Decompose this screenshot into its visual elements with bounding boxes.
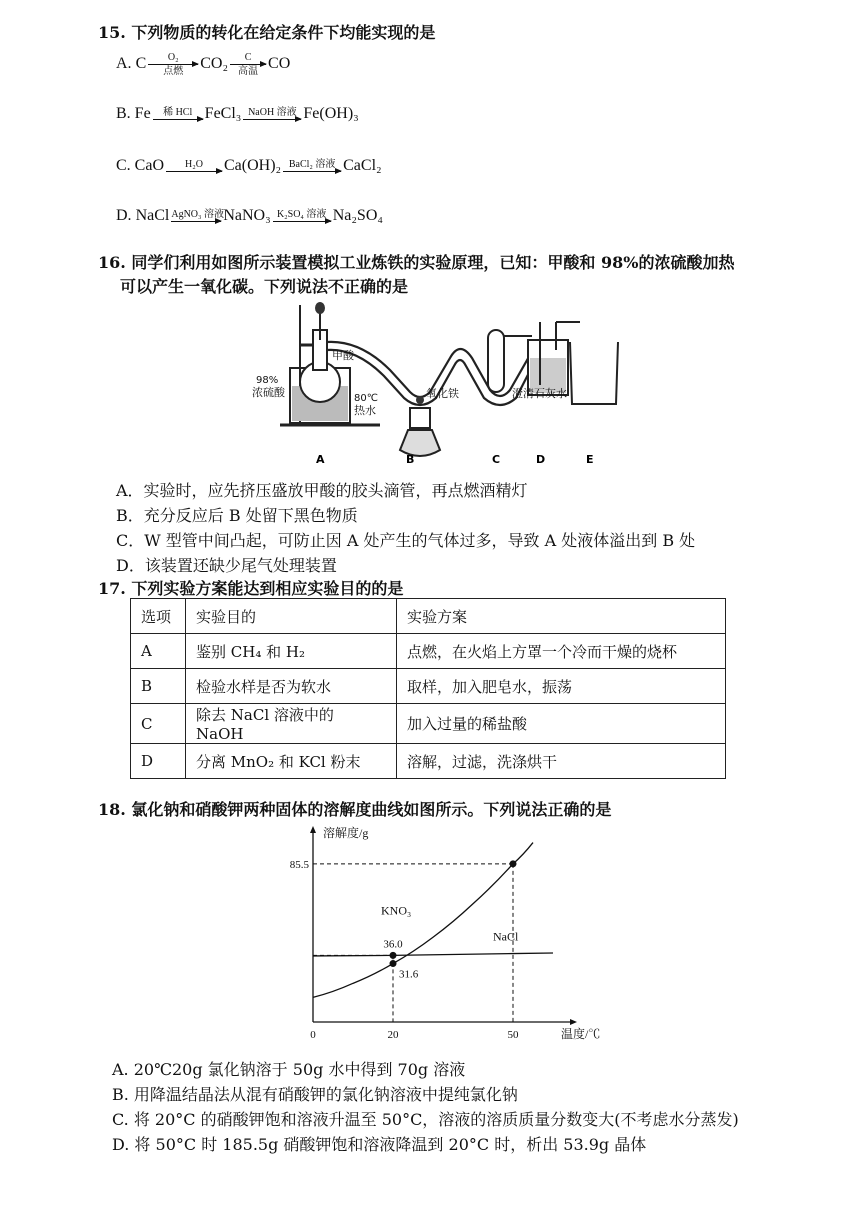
q16-stem-line2: 可以产生一氧化碳。下列说法不正确的是 <box>120 277 409 296</box>
intermediate: NaNO₃ <box>223 207 271 224</box>
x-tick-label: 50 <box>507 1029 519 1041</box>
reaction-arrow <box>283 159 341 173</box>
q18-option-a: A. 20℃20g 氯化钠溶于 50g 水中得到 70g 溶液 <box>112 1060 466 1079</box>
arrow-condition-bottom: 高温 <box>238 66 259 77</box>
label-limewater: 澄清石灰水 <box>512 387 567 400</box>
arrow-condition-top: O₂ <box>167 52 179 63</box>
q16-option-d: D．该装置还缺少尾气处理装置 <box>116 556 337 575</box>
product: CaCl₂ <box>343 157 382 174</box>
label-formic: 甲酸 <box>332 349 354 362</box>
arrow-condition-top: NaOH 溶液 <box>248 107 297 119</box>
q16-option-c: C．W 型管中间凸起，可防止因 A 处产生的气体过多，导致 A 处液体溢出到 B 处 <box>116 531 696 550</box>
arrow-condition-top: H₂O <box>185 159 203 171</box>
x-axis-arrow <box>570 1019 577 1025</box>
series-label-kno3: KNO₃ <box>381 903 412 918</box>
arrow-condition-top: K₂SO₄ 溶液 <box>276 209 327 221</box>
label-acid: 浓硫酸 <box>252 386 285 399</box>
x-axis-label: 温度/℃ <box>561 1027 601 1041</box>
x-tick-label: 0 <box>310 1029 316 1041</box>
q18-option-c: C. 将 20°C 的硝酸钾饱和溶液升温至 50°C，溶液的溶质质量分数变大(不考虑水分蒸发) <box>112 1110 739 1129</box>
data-point <box>390 960 397 967</box>
arrow-condition-bottom: 点燃 <box>163 66 184 77</box>
table-cell: 加入过量的稀盐酸 <box>397 704 726 744</box>
reactant: CaO <box>134 157 164 174</box>
q15-stem-text: 下列物质的转化在给定条件下均能实现的是 <box>131 23 436 42</box>
table-row <box>131 634 726 669</box>
y-axis-label: 溶解度/g <box>323 826 369 840</box>
q15-option-d <box>116 207 383 225</box>
label-acid-pct: 98% <box>256 375 279 386</box>
table-header-cell: 选项 <box>131 599 186 634</box>
annotation-label: 31.6 <box>399 968 419 981</box>
arrow-line <box>283 171 341 172</box>
table-header-cell: 实验方案 <box>397 599 726 634</box>
product: Na₂SO₄ <box>332 207 383 224</box>
q15-option-c <box>116 157 382 175</box>
option-label: C. <box>116 157 131 174</box>
table-cell: 取样，加入肥皂水，振荡 <box>397 669 726 704</box>
arrow-line <box>243 119 301 120</box>
x-tick-label: 20 <box>387 1029 399 1041</box>
product: CO <box>268 55 291 73</box>
q17-stem <box>98 576 403 599</box>
reactant: NaCl <box>135 207 170 224</box>
table-row <box>131 704 726 744</box>
arrow-condition-top: 稀 HCl <box>163 107 193 119</box>
letter-b: B <box>406 453 415 466</box>
arrow-condition-top: C <box>244 52 252 63</box>
q16-stem-line1: 16. 同学们利用如图所示装置模拟工业炼铁的实验原理，已知：甲酸和 98%的浓硫酸加热 <box>98 253 735 272</box>
q17-stem-text: 下列实验方案能达到相应实验目的的是 <box>131 579 404 598</box>
reaction-arrow <box>171 209 224 223</box>
table-cell: 检验水样是否为软水 <box>186 669 397 704</box>
q18-option-b: B. 用降温结晶法从混有硝酸钾的氯化钠溶液中提纯氯化钠 <box>112 1085 518 1104</box>
q16-option-a: A．实验时，应先挤压盛放甲酸的胶头滴管，再点燃酒精灯 <box>116 481 528 500</box>
table-row <box>131 744 726 779</box>
arrow-line <box>273 221 331 222</box>
solubility-chart <box>270 822 601 1052</box>
series-label-nacl: NaCl <box>493 929 519 944</box>
arrow-condition-top: BaCl₂ 溶液 <box>288 159 336 171</box>
q18-stem-text: 氯化钠和硝酸钾两种固体的溶解度曲线如图所示。下列说法正确的是 <box>131 800 612 819</box>
q15-option-b <box>116 105 359 123</box>
apparatus-figure <box>250 300 630 468</box>
arrow-condition-top: AgNO₃ 溶液 <box>171 209 224 221</box>
product: Fe(OH)₃ <box>303 105 359 122</box>
table-cell: 分离 MnO₂ 和 KCl 粉末 <box>186 744 397 779</box>
table-header-row <box>131 599 726 634</box>
q15-number: 15. <box>98 23 126 42</box>
table-cell: 溶解，过滤，洗涤烘干 <box>397 744 726 779</box>
q16-number: 16. <box>98 253 126 272</box>
intermediate: CO₂ <box>200 55 229 73</box>
q18-stem <box>98 797 611 820</box>
table-cell: 点燃，在火焰上方罩一个冷而干燥的烧杯 <box>397 634 726 669</box>
arrow-line <box>230 64 266 65</box>
data-point <box>510 860 517 867</box>
label-oxide: 氧化铁 <box>426 387 459 400</box>
y-axis-arrow <box>310 826 316 833</box>
table-cell: 除去 NaCl 溶液中的 NaOH <box>186 704 397 744</box>
option-label: B. <box>116 105 131 122</box>
q17-number: 17. <box>98 579 126 598</box>
letter-c: C <box>492 453 501 466</box>
series-line-kno3 <box>313 843 533 998</box>
letter-d: D <box>536 453 546 466</box>
arrow-line <box>148 64 198 65</box>
q15-stem <box>98 20 435 43</box>
reaction-arrow <box>148 52 198 77</box>
q18-number: 18. <box>98 800 126 819</box>
annotation-label: 36.0 <box>383 938 403 951</box>
q18-option-d: D. 将 50°C 时 185.5g 硝酸钾饱和溶液降温到 20°C 时，析出 53.9g 晶体 <box>112 1135 647 1154</box>
intermediate: Ca(OH)₂ <box>224 157 282 174</box>
letter-a: A <box>316 453 325 466</box>
table-cell: 鉴别 CH₄ 和 H₂ <box>186 634 397 669</box>
arrow-line <box>153 119 203 120</box>
table-cell: D <box>131 744 186 779</box>
reactant: C <box>135 55 147 73</box>
table-cell: C <box>131 704 186 744</box>
data-point <box>390 952 397 959</box>
intermediate: FeCl₃ <box>204 105 242 122</box>
option-label: D. <box>116 207 132 224</box>
table-cell: A <box>131 634 186 669</box>
annotation-label: 85.5 <box>289 858 309 871</box>
option-label: A. <box>116 55 132 73</box>
q16-option-b: B．充分反应后 B 处留下黑色物质 <box>116 506 358 525</box>
arrow-line <box>171 221 221 222</box>
table-header-cell: 实验目的 <box>186 599 397 634</box>
table-cell: B <box>131 669 186 704</box>
reaction-arrow <box>230 52 266 77</box>
label-temp: 80℃ <box>354 393 378 404</box>
label-water: 热水 <box>354 404 376 417</box>
reactant: Fe <box>134 105 151 122</box>
q15-option-a <box>116 52 290 77</box>
q17-table <box>130 598 726 779</box>
reaction-arrow <box>166 159 222 173</box>
reaction-arrow <box>153 107 203 121</box>
letter-e: E <box>586 453 594 466</box>
reaction-arrow <box>273 209 331 223</box>
reaction-arrow <box>243 107 301 121</box>
table-row <box>131 669 726 704</box>
arrow-line <box>166 171 222 172</box>
